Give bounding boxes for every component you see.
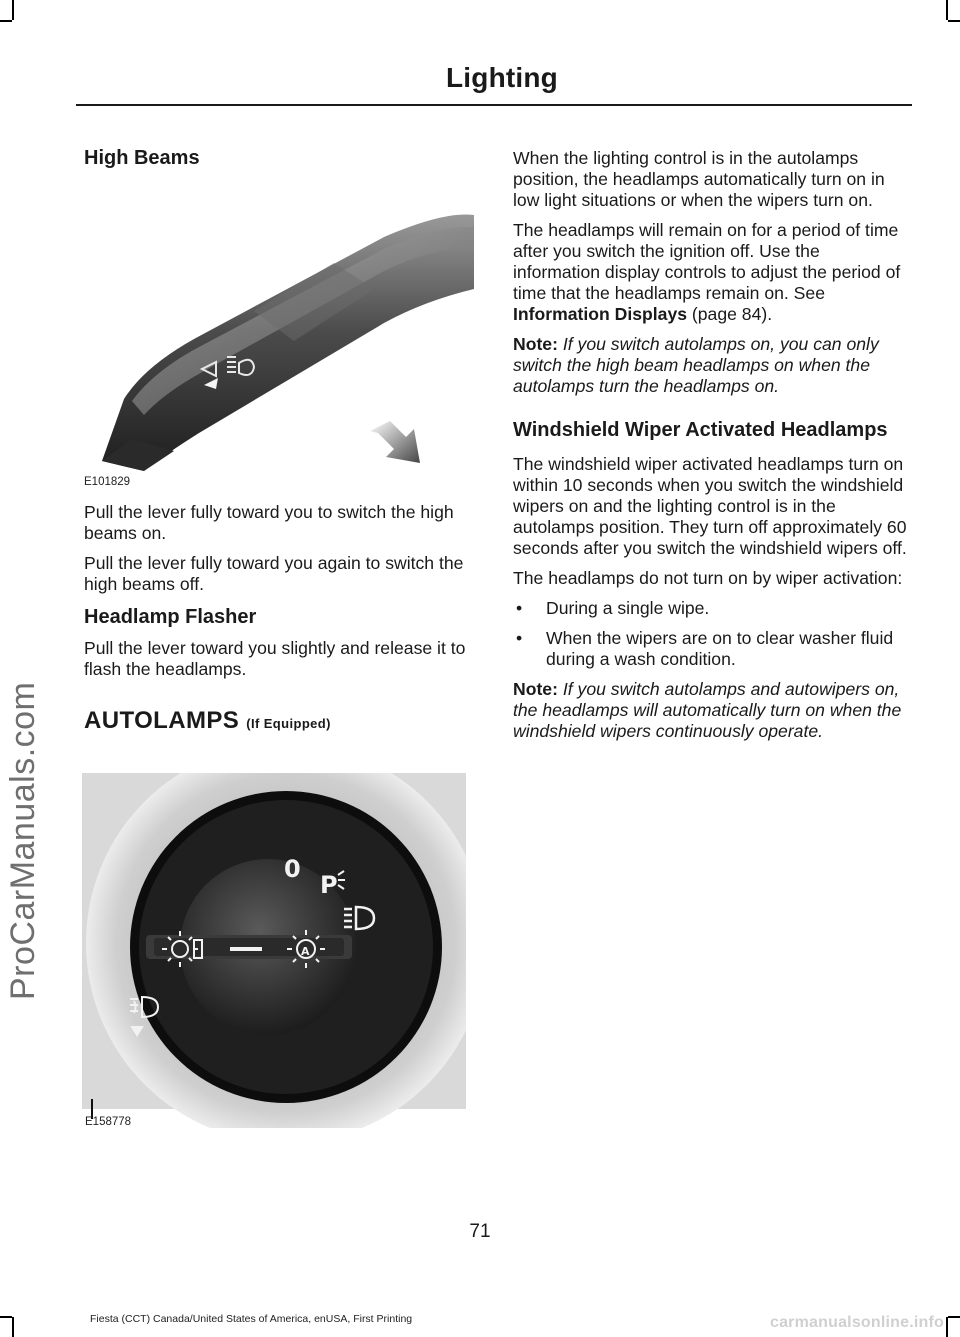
paragraph-text: The headlamps will remain on for a period of time after you switch the ignition off. Use the information display controls to adjust the period of time that the headlamps remain on. See — [513, 220, 901, 303]
autolamps-qualifier: (If Equipped) — [246, 716, 331, 731]
section-heading-high-beams: High Beams — [84, 147, 200, 169]
paragraph-text: (page 84). — [687, 304, 773, 324]
list-item — [513, 628, 909, 670]
dial-off-label: 0 — [284, 855, 301, 883]
crop-mark — [946, 0, 948, 20]
figure-id: E101829 — [84, 476, 131, 488]
paragraph: The windshield wiper activated headlamps turn on within 10 seconds when you switch the windshield wipers on and the lighting control is in the autolamps position. They turn off approximately 60 seconds after you switch the windshield wipers off. — [513, 454, 907, 558]
paragraph: When the lighting control is in the autolamps position, the headlamps automatically turn on in low light situations or when the wipers turn on. — [513, 148, 885, 210]
header-rule — [76, 104, 912, 106]
lever-illustration — [84, 171, 474, 489]
figure-lighting-control-dial — [82, 773, 466, 1128]
page-number: 71 — [469, 1221, 491, 1242]
bullet-icon: • — [516, 628, 523, 648]
paragraph: The headlamps do not turn on by wiper activation: — [513, 568, 903, 588]
dial-auto-label: A — [301, 945, 310, 958]
list-item-text: During a single wipe. — [546, 598, 710, 618]
lighting-dial-illustration — [82, 773, 466, 1128]
crop-mark — [12, 1317, 14, 1337]
page-title: Lighting — [445, 62, 558, 93]
crop-mark — [0, 20, 12, 22]
paragraph: Pull the lever toward you slightly and release it to flash the headlamps. — [84, 638, 466, 679]
paragraph: Pull the lever fully toward you again to switch the high beams off. — [84, 553, 464, 594]
dial-parking-label: P — [320, 871, 338, 899]
figure-id: E158778 — [85, 1116, 132, 1128]
section-heading-headlamp-flasher: Headlamp Flasher — [84, 606, 257, 628]
section-heading-autolamps — [84, 707, 474, 734]
left-column — [84, 146, 474, 1128]
footer-watermark: carmanualsonline.info — [769, 1314, 944, 1331]
crop-mark — [948, 20, 960, 22]
note — [513, 334, 909, 397]
paragraph — [513, 220, 909, 325]
list-item-text: When the wipers are on to clear washer fluid during a wash condition. — [546, 628, 894, 669]
crop-mark — [946, 1317, 948, 1337]
footer-edition: Fiesta (CCT) Canada/United States of America, enUSA, First Printing — [90, 1313, 413, 1325]
list-item — [513, 598, 909, 619]
paragraph: Pull the lever fully toward you to switch the high beams on. — [84, 502, 454, 543]
side-watermark: ProCarManuals.com — [4, 681, 42, 1000]
section-heading-wiper-activated-headlamps: Windshield Wiper Activated Headlamps — [513, 419, 888, 441]
note-text: If you switch autolamps and autowipers on, the headlamps will automatically turn on when the windshield wipers continuously operate. — [513, 679, 902, 741]
figure-headlamp-lever — [84, 171, 474, 489]
note-label: Note: — [513, 334, 558, 354]
crop-mark — [12, 0, 14, 20]
cross-reference-link[interactable]: Information Displays — [513, 304, 688, 324]
note — [513, 679, 909, 742]
crop-mark — [948, 1316, 960, 1318]
pull-direction-arrow-icon — [370, 421, 420, 463]
note-text: If you switch autolamps on, you can only switch the high beam headlamps on when the autolamps turn the headlamps on. — [513, 334, 879, 396]
autolamps-title: AUTOLAMPS — [84, 707, 240, 734]
right-column — [513, 148, 909, 751]
bullet-icon: • — [516, 598, 523, 618]
note-label: Note: — [513, 679, 558, 699]
crop-mark — [0, 1316, 12, 1318]
